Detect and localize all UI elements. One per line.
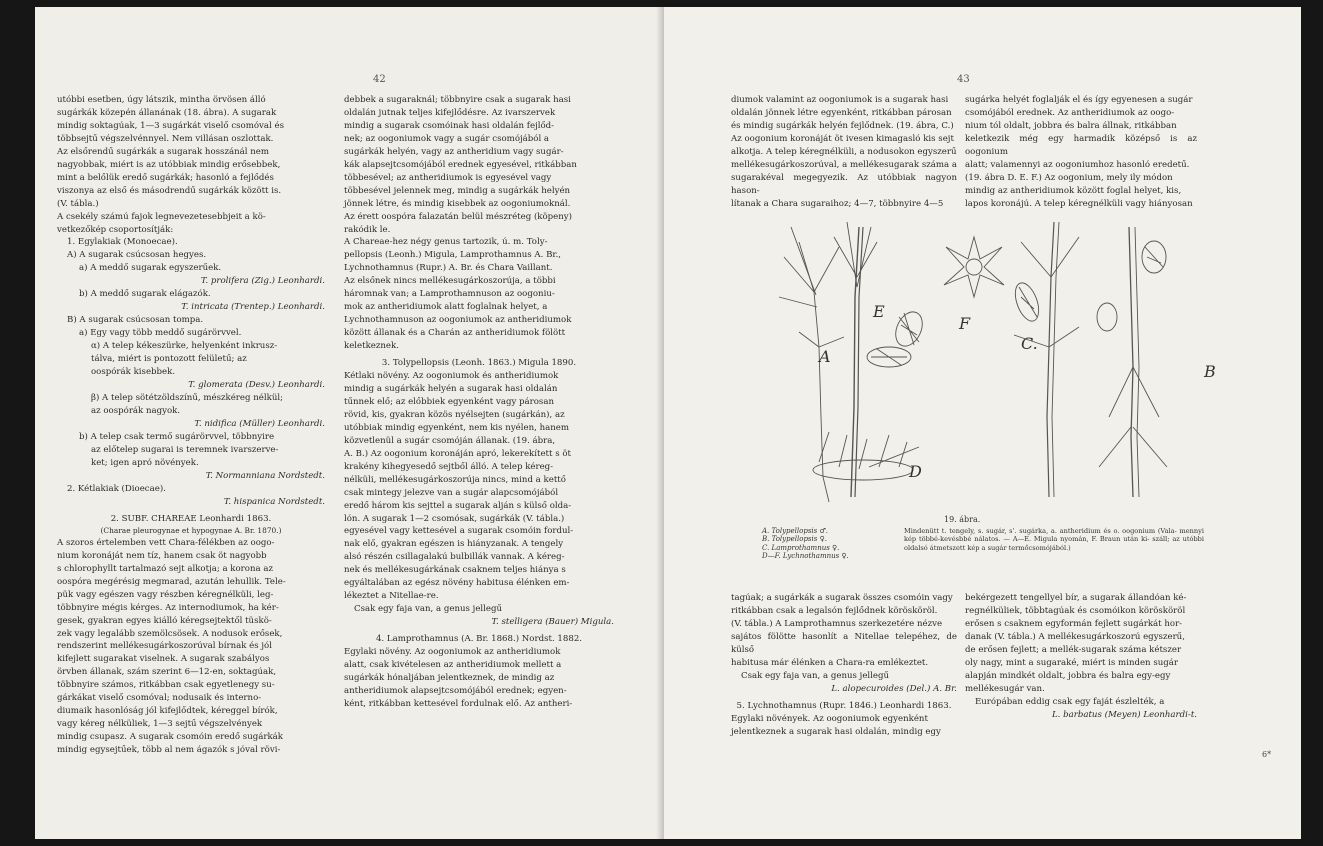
- text-line: A szoros értelemben vett Chara-félékben az oogo-: [57, 537, 275, 548]
- text-line: A Chareae-hez négy genus tartozik, ú. m. Toly-: [344, 237, 548, 248]
- text-line: lapos koronájú. A telep kéregnélküli vagy hiányosan: [965, 198, 1193, 209]
- text-line: sugárka helyét foglalják el és így egyenesen a sugár: [965, 95, 1193, 105]
- text-line: 2. SUBF. CHAREAE Leonhardi 1863.: [110, 513, 272, 524]
- figure-drawing: [759, 217, 1216, 507]
- text-line: rövid, kis, gyakran közös nyélsejten (sugárkán), az: [344, 409, 565, 420]
- text-line: sugárkák hónaljában jelentkeznek, de mindig az: [344, 672, 555, 683]
- text-line: L. barbatus (Meyen) Leonhardi-t.: [1051, 709, 1197, 720]
- figure-label: D: [909, 462, 922, 481]
- text-line: mellékesugárkoszorúval, a mellékesugarak száma a: [731, 159, 958, 170]
- text-line: vetkezőkép csoportosítják:: [57, 224, 174, 235]
- text-line: mindig a sugarak csomóinak hasi oldalán fejlőd-: [344, 120, 555, 131]
- text-line: Csak egy faja van, a genus jellegű: [354, 604, 503, 615]
- text-line: sugárkák helyén, vagy az antheridium vagy sugár-: [344, 146, 564, 157]
- text-line: vagy kéreg nélküliek, 1—3 sejtű végszelvények: [57, 719, 263, 730]
- figure-label: E: [873, 302, 885, 321]
- text-line: tagúak; a sugárkák a sugarak összes csomóin vagy: [731, 593, 953, 603]
- text-line: alatt; valamennyi az oogoniumhoz hasonló eredetű.: [965, 159, 1190, 170]
- text-line: kifejlett sugarakat viselnek. A sugarak szabályos: [57, 654, 270, 665]
- text-line: diumaik hasonlóság jól kifejlődtek, kéreggel bírók,: [57, 706, 278, 717]
- text-line: oospórák kisebbek.: [91, 367, 176, 378]
- text-line: mindig soktagúak, 1—3 sugárkát viselő csomóval és: [57, 120, 284, 131]
- text-line: Csak egy faja van, a genus jellegű: [741, 670, 890, 681]
- text-line: többnyire számos, ritkábban csak egyetlenegy su-: [57, 680, 275, 691]
- text-line: ritkábban csak a legalsón fejlődnek körösköröl.: [731, 605, 938, 616]
- text-line: egyesével vagy kettesével a sugarak csomóin fordul-: [344, 526, 574, 537]
- text-line: Az érett oospóra falazatán belül mészréteg (köpeny): [344, 211, 573, 222]
- text-line: oldalán jönnek létre egyenként, ritkábban párosan: [731, 107, 952, 118]
- right-column-1-top: [731, 94, 957, 211]
- text-line: és mindig sugárkák helyén fejlődnek. (19. ábra, C.): [731, 120, 954, 131]
- text-line: utóbbiak mindig egyenként, nem kis nyélen, hanem: [344, 422, 570, 433]
- text-line: csomójából erednek. Az antheridiumok az oogo-: [965, 107, 1175, 118]
- text-line: A) A sugarak csúcsosan hegyes.: [67, 250, 207, 261]
- botanical-figure: [759, 217, 1216, 507]
- text-line: mindig a sugárkák helyén a sugarak hasi oldalán: [344, 383, 558, 394]
- text-line: gesek, gyakran egyes kiálló kéregsejtektől tüskö-: [57, 615, 272, 626]
- text-line: (19. ábra D. E. F.) Az oogonium, mely ily módon: [965, 172, 1173, 183]
- text-line: rakódik le.: [344, 224, 391, 235]
- text-line: alkotja. A telep kéregnélküli, a nodusokon egyszerű: [731, 146, 957, 157]
- text-line: viszonya az első és másodrendű sugárkák között is.: [57, 185, 282, 196]
- text-line: csak mintegy jelezve van a sugár alapcsomójából: [344, 487, 559, 498]
- page-number: 42: [373, 74, 386, 85]
- legend-entry: C. Lamprothamnus ♀.: [762, 543, 840, 552]
- stem-b: [1129, 227, 1133, 497]
- text-line: tálva, miért is pontozott felületű; az: [91, 354, 247, 365]
- text-line: Lychnothamnuson az oogoniumok az antheridiumok: [344, 315, 572, 326]
- text-line: antheridiumok alapsejtcsomójából erednek; egyen-: [344, 685, 567, 696]
- text-line: A. B.) Az oogonium koronáján apró, lekerekített s öt: [344, 448, 571, 459]
- text-line: T. nidifica (Müller) Leonhardi.: [194, 418, 325, 429]
- text-line: többesével; az antheridiumok is egyesével vagy: [344, 172, 552, 183]
- text-line: A csekély számú fajok legnevezetesebbjeit a kö-: [57, 211, 266, 222]
- text-line: kák alapsejtcsomójából erednek egyesével, ritkábban: [344, 159, 577, 170]
- text-line: zek vagy legalább szemölcsösek. A nodusok erősek,: [57, 628, 283, 639]
- figure-caption-note: Mindenütt t. tengely, s. sugár, s'. sugárka, a. antheridium és o. oogonium (Vala- mennyi kép többé-kevésbbé nálatos. — A—E. Migula nyomán, F. Braun után ki- száll; az utóbbi oldalsó átmetszett kép a sugár termőcsomójából.): [904, 527, 1204, 552]
- signature-mark: 6*: [1262, 750, 1272, 759]
- text-line: oldalán jutnak teljes kifejlődésre. Az ivarszervek: [344, 107, 556, 118]
- text-line: 2. Kétlakiak (Dioecae).: [67, 483, 166, 494]
- text-line: debbek a sugaraknál; többnyire csak a sugarak hasi: [344, 95, 571, 105]
- figure-label: F: [959, 314, 971, 333]
- text-line: (V. tábla.) A Lamprothamnus szerkezetére nézve: [731, 618, 943, 629]
- text-line: a) A meddő sugarak egyszerűek.: [79, 263, 222, 274]
- text-line: habitusa már élénken a Chara-ra emlékeztet.: [731, 657, 929, 668]
- text-line: a) Egy vagy több meddő sugárörvvel.: [79, 328, 242, 339]
- text-line: az oospórák nagyok.: [91, 405, 181, 416]
- text-line: keletkeznek.: [344, 341, 399, 352]
- text-line: örvben állanak, szám szerint 6—12-en, soktagúak,: [57, 667, 277, 678]
- text-line: nium tól oldalt, jobbra és balra állnak, ritkábban: [965, 120, 1177, 131]
- text-line: T. hispanica Nordstedt.: [223, 496, 325, 507]
- text-line: többesével jelennek meg, mindig a sugárkák helyén: [344, 185, 571, 196]
- text-line: Kétlaki növény. Az oogoniumok és antheridiumok: [344, 371, 559, 382]
- text-line: b) A meddő sugarak elágazók.: [79, 289, 211, 300]
- text-line: ket; igen apró növények.: [91, 457, 199, 468]
- text-line: jelentkeznek a sugarak hasi oldalán, mindig egy: [731, 726, 941, 737]
- text-line: lékeztet a Nitellae-re.: [344, 591, 439, 602]
- text-line: 5. Lychnothamnus (Rupr. 1846.) Leonhardi 1863.: [736, 700, 952, 711]
- text-line: diumok valamint az oogoniumok is a sugarak hasi: [731, 95, 949, 105]
- text-line: de erősen fejlett; a mellék-sugarak száma kétszer: [965, 644, 1182, 655]
- text-line: gárkákat viselő csomóval; nodusaik és interno-: [57, 693, 262, 704]
- text-line: krakény kihegyesedő sejtből álló. A telep kéreg-: [344, 461, 554, 472]
- text-line: háromnak van; a Lamprothamnuson az oogoniu-: [344, 289, 555, 300]
- text-line: mellékesugár van.: [965, 683, 1045, 694]
- text-line: nium koronáját nem tíz, hanem csak öt nagyobb: [57, 550, 267, 561]
- text-line: T. intricata (Trentep.) Leonhardi.: [181, 302, 325, 313]
- text-line: mindig csupasz. A sugarak csomóin eredő sugárkák: [57, 732, 284, 743]
- text-line: mint a belőlük eredő sugárkák; hasonló a fejlődés: [57, 172, 274, 183]
- text-line: T. prolifera (Zig.) Leonhardi.: [200, 276, 325, 287]
- text-line: mok az antheridiumok alatt foglalnak helyet, a: [344, 302, 548, 313]
- text-line: rendszerint mellékesugárkoszorúval bírnak és jól: [57, 641, 272, 652]
- text-line: egyáltalában az egész növény habitusa élénken em-: [344, 578, 570, 589]
- text-line: sajátos fölötte hasonlít a Nitellae telepéhez, de külső: [731, 631, 957, 655]
- text-line: eredő három kis sejttel a sugarak alján s külső olda-: [344, 500, 572, 511]
- text-line: regnélküliek, többtagúak és csomóikon körösköröl: [965, 605, 1186, 616]
- page-number: 43: [957, 74, 970, 85]
- text-line: ként, ritkábban kettesével fordulnak elő. Az antheri-: [344, 698, 573, 709]
- text-line: nek; az oogoniumok vagy a sugár csomójából a: [344, 133, 550, 144]
- text-line: 3. Tolypellopsis (Leonh. 1863.) Migula 1890.: [381, 358, 577, 369]
- text-line: sugárkák közepén állanának (18. ábra). A sugarak: [57, 107, 277, 118]
- figure-label: A: [819, 347, 831, 366]
- text-line: α) A telep kékeszürke, helyenként inkrusz-: [91, 341, 278, 352]
- text-line: tűnnek elő; az előbbiek egyenként vagy párosan: [344, 396, 555, 407]
- text-line: erősen s csaknem egyformán fejlett sugárkát hor-: [965, 618, 1183, 629]
- text-line: nak elő, gyakran egészen is hiányzanak. A tengely: [344, 539, 564, 550]
- text-line: oospóra megérésig megmarad, azután lehullik. Tele-: [57, 576, 286, 587]
- text-line: utóbbi esetben, úgy látszik, mintha örvösen álló: [57, 95, 266, 105]
- text-line: többnyire mégis kérges. Az internodiumok, ha kér-: [57, 602, 279, 613]
- legend-entry: B. Tolypellopsis ♀.: [762, 535, 827, 544]
- right-page: [664, 7, 1301, 839]
- text-line: L. alopecuroides (Del.) A. Br.: [831, 683, 957, 694]
- text-line: 1. Egylakiak (Monoecae).: [67, 237, 178, 248]
- text-line: Az elsőrendű sugárkák a sugarak hosszánál nem: [57, 146, 270, 157]
- text-line: sugarakéval megegyezik. Az utóbbiak nagyon hason-: [731, 172, 957, 196]
- text-line: Lychnothamnus (Rupr.) A. Br. és Chara Vaillant.: [344, 263, 553, 274]
- main-stem: [851, 227, 859, 497]
- figure-label: B: [1204, 362, 1216, 381]
- left-page: [35, 7, 664, 839]
- text-line: danak (V. tábla.) A mellékesugárkoszorú egyszerű,: [965, 631, 1185, 642]
- legend-entry: A. Tolypellopsis ♂.: [762, 527, 828, 535]
- right-column-1-bottom: [731, 592, 957, 738]
- stem-a: [799, 242, 829, 502]
- text-line: bekérgezett tengellyel bír, a sugarak állandóan ké-: [965, 593, 1187, 603]
- text-line: lón. A sugarak 1—2 csomósak, sugárkák (V. tábla.): [344, 513, 565, 524]
- text-line: T. stelligera (Bauer) Migula.: [491, 617, 614, 628]
- text-line: nélküli, mellékesugárkoszorúja nincs, mind a kettő: [344, 474, 566, 485]
- figure-label: C.: [1021, 334, 1038, 353]
- text-line: mindig egysejtűek, több al nem ágazók s jóval rövi-: [57, 745, 281, 756]
- text-line: mindig az antheridiumok között foglal helyet, kis,: [965, 185, 1182, 196]
- text-line: Európában eddig csak egy faját észlelték, a: [975, 696, 1165, 707]
- right-column-2-top: [965, 94, 1197, 211]
- text-line: között állanak és a Charán az antheridiumok fölött: [344, 328, 566, 339]
- text-line: 4. Lamprothamnus (A. Br. 1868.) Nordst. 1882.: [375, 634, 583, 645]
- text-line: T. glomerata (Desv.) Leonhardi.: [188, 379, 325, 390]
- text-line: Egylaki növény. Az oogoniumok az antheridiumok: [344, 647, 561, 658]
- text-line: alatt, csak kivételesen az antheridiumok mellett a: [344, 659, 562, 670]
- text-line: (Charae pleurogynae et hypogynae A. Br. 1870.): [100, 526, 282, 536]
- text-line: az előtelep sugarai is teremnek ivarszerve-: [91, 444, 279, 455]
- text-line: (V. tábla.): [57, 198, 99, 209]
- text-line: Az elsőnek nincs mellékesugárkoszorúja, a többi: [344, 276, 556, 287]
- text-line: nek és mellékesugárkának csaknem teljes hiánya s: [344, 565, 566, 576]
- text-line: oly nagy, mint a sugaraké, miért is minden sugár: [965, 657, 1179, 668]
- text-line: többsejtű végszelvénnyel. Nem villásan oszlottak.: [57, 133, 274, 144]
- text-line: b) A telep csak termő sugárörvvel, többnyire: [79, 431, 275, 442]
- left-column-2: [344, 94, 614, 711]
- text-line: pellopsis (Leonh.) Migula, Lamprothamnus A. Br.,: [344, 250, 562, 261]
- text-line: B) A sugarak csúcsosan tompa.: [67, 315, 204, 326]
- text-line: alsó részén csillagalakú bulbillák vannak. A kéreg-: [344, 552, 565, 563]
- text-line: közvetlenül a sugár csomóján állanak. (19. ábra,: [344, 435, 556, 446]
- figure-legend: [762, 527, 849, 561]
- text-line: keletkezik még egy harmadik középső is az oogonium: [965, 133, 1197, 157]
- text-line: β) A telep sötétzöldszínű, mészkéreg nélkül;: [91, 392, 283, 403]
- right-column-2-bottom: [965, 592, 1197, 722]
- text-line: pük vagy egészen vagy részben kéregnélküli, leg-: [57, 589, 274, 600]
- text-line: Az oogonium koronáját öt ivesen kimagasló kis sejt: [731, 133, 954, 144]
- figure-caption-title: 19. ábra.: [944, 515, 981, 524]
- text-line: nagyobbak, miért is az utóbbiak mindig erősebbek,: [57, 159, 281, 170]
- text-line: jönnek létre, és mindig kisebbek az oogoniumoknál.: [344, 198, 571, 209]
- text-line: alapján mindkét oldalt, jobbra és balra egy-egy: [965, 670, 1171, 681]
- text-line: Egylaki növények. Az oogoniumok egyenként: [731, 713, 928, 724]
- text-line: T. Normanniana Nordstedt.: [205, 470, 325, 481]
- text-line: s chlorophyllt tartalmazó sejt alkotja; a korona az: [57, 563, 274, 574]
- text-line: lítanak a Chara sugaraihoz; 4—7, többnyire 4—5: [731, 198, 944, 209]
- left-column-1: [57, 94, 325, 757]
- legend-entry: D—F. Lychnothamnus ♀.: [762, 552, 849, 561]
